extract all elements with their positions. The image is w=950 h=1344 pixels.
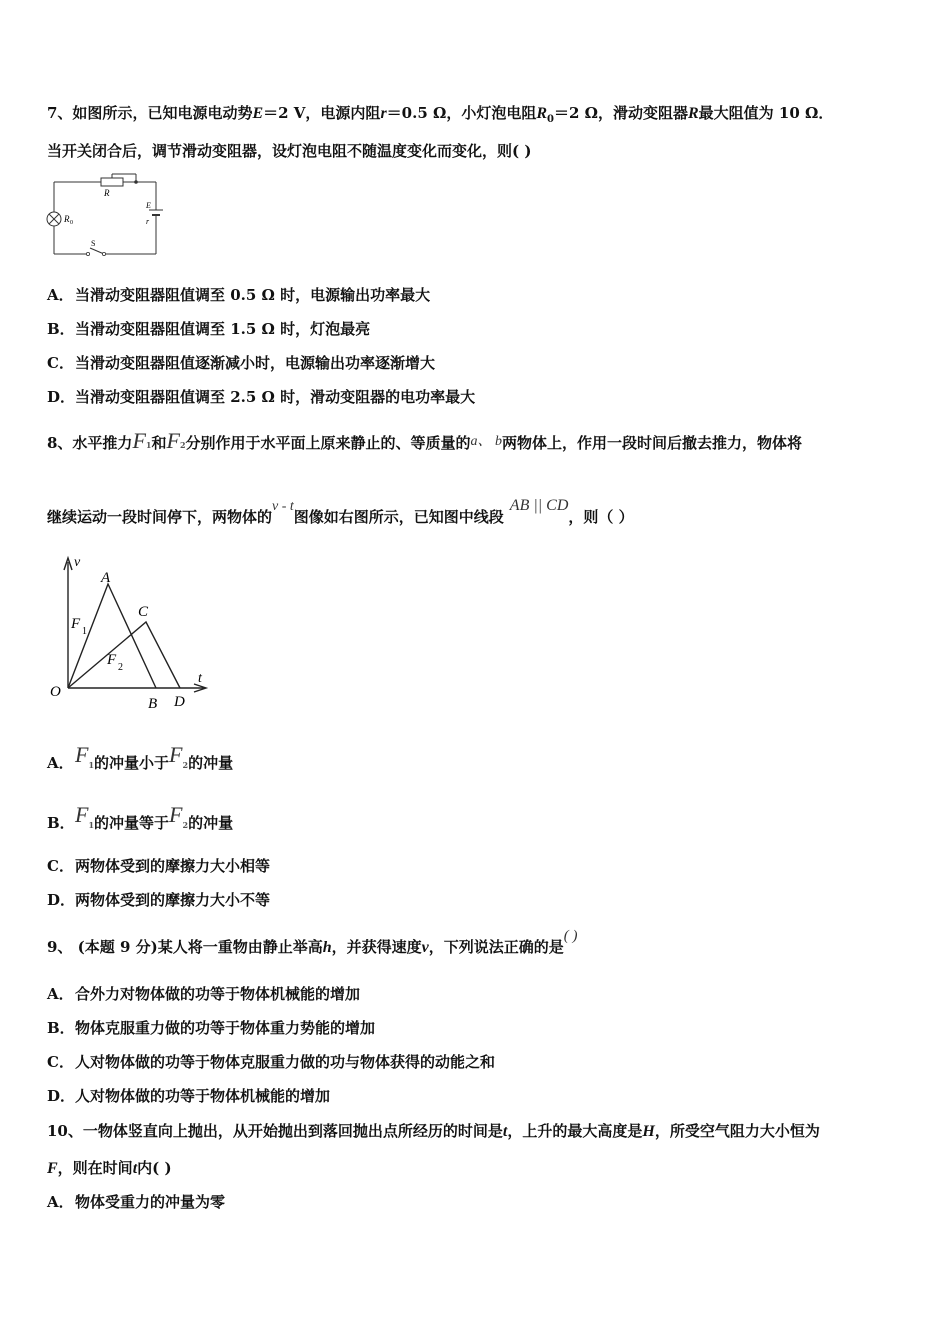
label-t: t [198, 671, 202, 686]
q10-option-a[interactable]: A．物体受重力的冲量为零 [47, 1193, 226, 1211]
t-symbol: t [132, 1160, 138, 1177]
q7-R0-sub: 0 [547, 114, 554, 125]
q9-option-a[interactable]: A．合外力对物体做的功等于物体机械能的增加 [47, 985, 361, 1003]
q8-stem-line2: 继续运动一段时间停下，两物体的v - t图像如右图所示，已知图中线段AB || CD，则（ ） [47, 497, 634, 526]
q9-option-c[interactable]: C．人对物体做的功等于物体克服重力做的功与物体获得的动能之和 [47, 1053, 496, 1071]
label-F2: F [107, 652, 117, 668]
q8-vt-graph [44, 548, 214, 718]
H-symbol: H [642, 1123, 655, 1140]
vt-symbol: v - t [272, 499, 294, 514]
q10-stem-line2: F，则在时间t内( ) [47, 1159, 172, 1177]
label-R: R [104, 188, 110, 198]
label-E: E [146, 201, 151, 210]
answer-paren: ( ) [563, 928, 578, 944]
label-B: B [148, 696, 158, 712]
q7-circuit-diagram [46, 172, 166, 262]
q9-option-b[interactable]: B．物体克服重力做的功等于物体重力势能的增加 [47, 1019, 376, 1037]
q7-stem-line1 [47, 102, 833, 125]
q8-option-a[interactable]: A．F1的冲量小于F2的冲量 [47, 742, 234, 772]
F1-symbol: F [75, 802, 89, 827]
F1-symbol: F [75, 742, 89, 767]
q8-option-d[interactable]: D．两物体受到的摩擦力大小不等 [47, 891, 271, 909]
q7-text: ＝2 Ω，滑动变阻器 [553, 104, 688, 122]
q7-text: 7、如图所示，已知电源电动势 [47, 104, 253, 122]
q8-option-b[interactable]: B．F1的冲量等于F2的冲量 [47, 802, 234, 832]
junction-dot [134, 180, 138, 184]
q8-stem-line1: 8、水平推力F1和F2分别作用于水平面上原来静止的、等质量的a、 b两物体上，作用一段时间后撤去推力，物体将 [47, 428, 803, 453]
q7-option-d[interactable]: D．当滑动变阻器阻值调至 2.5 Ω 时，滑动变阻器的电功率最大 [47, 388, 476, 406]
F2-symbol: F [166, 428, 180, 453]
label-R0: R [64, 214, 70, 224]
q7-R-symbol: R [688, 105, 699, 122]
label-O: O [50, 684, 61, 700]
label-A: A [101, 570, 111, 586]
q7-option-b[interactable]: B．当滑动变阻器阻值调至 1.5 Ω 时，灯泡最亮 [47, 320, 371, 338]
label-D: D [174, 694, 185, 710]
F-symbol: F [47, 1160, 58, 1177]
v-symbol: v [421, 939, 429, 956]
q9-option-d[interactable]: D．人对物体做的功等于物体机械能的增加 [47, 1087, 331, 1105]
label-C: C [138, 604, 149, 620]
h-symbol: h [322, 939, 332, 956]
svg-text:1: 1 [82, 626, 87, 637]
q7-option-c[interactable]: C．当滑动变阻器阻值逐渐减小时，电源输出功率逐渐增大 [47, 354, 436, 372]
F2-symbol: F [169, 742, 183, 767]
q7-R0-symbol: R [536, 105, 548, 122]
q8-option-c[interactable]: C．两物体受到的摩擦力大小相等 [47, 857, 271, 875]
q7-text: ＝2 V，电源内阻 [263, 104, 381, 122]
q7-r-symbol: r [380, 105, 387, 122]
label-F1: F [71, 616, 81, 632]
q7-stem-line2: 当开关闭合后，调节滑动变阻器，设灯泡电阻不随温度变化而变化，则( ) [47, 142, 532, 160]
label-v: v [74, 555, 81, 570]
label-R0-sub: 0 [70, 220, 73, 226]
q9-stem: 9、 (本题 9 分)某人将一重物由静止举高h，并获得速度v，下列说法正确的是( ) [47, 928, 578, 956]
q10-stem-line1: 10、一物体竖直向上抛出，从开始抛出到落回抛出点所经历的时间是t，上升的最大高度是H，所受空气阻力大小恒为 [47, 1122, 820, 1140]
label-r: r [146, 217, 150, 226]
q7-option-a[interactable]: A．当滑动变阻器阻值调至 0.5 Ω 时，电源输出功率最大 [47, 286, 431, 304]
q7-text: ＝0.5 Ω，小灯泡电阻 [386, 104, 537, 122]
t-symbol: t [502, 1123, 508, 1140]
ab-symbol: a、 b [470, 434, 503, 449]
svg-text:2: 2 [118, 662, 123, 673]
label-S: S [91, 239, 96, 248]
F2-symbol: F [169, 802, 183, 827]
q7-text: 最大阻值为 10 Ω． [698, 104, 834, 122]
ab-parallel-cd: AB || CD [509, 497, 569, 514]
q7-E-symbol: E [252, 105, 264, 122]
F1-symbol: F [132, 428, 146, 453]
